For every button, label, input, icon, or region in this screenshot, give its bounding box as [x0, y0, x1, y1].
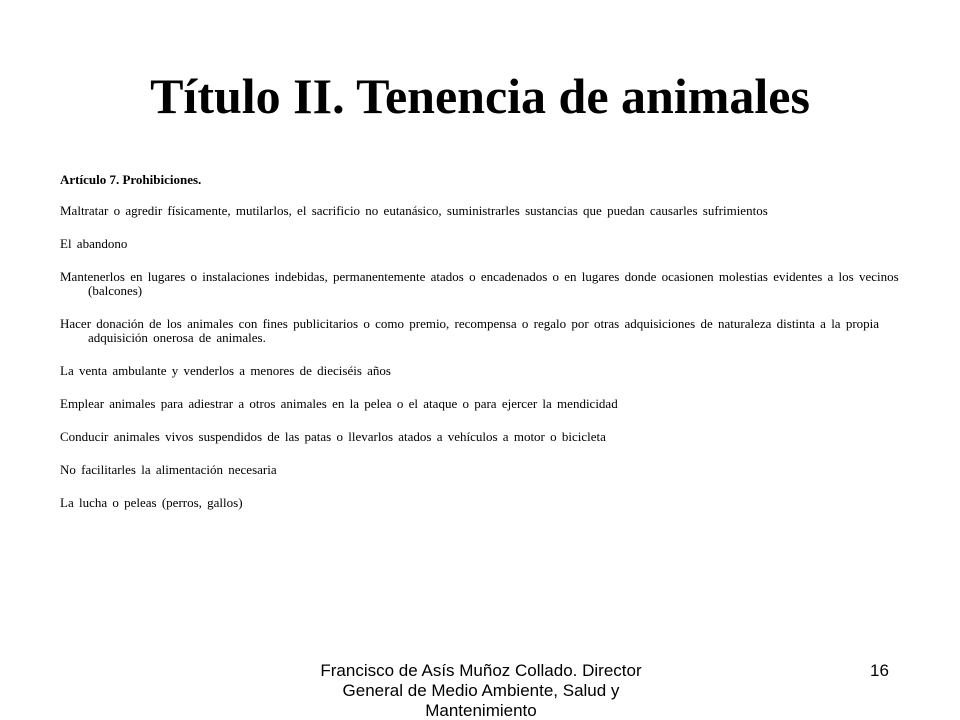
list-item: Emplear animales para adiestrar a otros animales en la pelea o el ataque o para ejercer la mendicidad — [60, 396, 618, 411]
slide-title: Título II. Tenencia de animales — [150, 68, 810, 124]
list-item: Maltratar o agredir físicamente, mutilarlos, el sacrificio no eutanásico, suministrarles sustancias que puedan causarles sufrimientos — [60, 203, 768, 218]
footer-author: Francisco de Asís Muñoz Collado. Director General de Medio Ambiente, Salud y Mantenimiento — [320, 661, 642, 720]
page-number: 16 — [870, 661, 889, 680]
list-item: Hacer donación de los animales con fines publicitarios o como premio, recompensa o regalo por otras adquisiciones de naturaleza distinta a la propia adquisición onerosa de animales. — [60, 316, 880, 345]
list-item: Conducir animales vivos suspendidos de las patas o llevarlos atados a vehículos a motor o bicicleta — [60, 429, 606, 444]
list-item: El abandono — [60, 236, 128, 251]
list-item: La venta ambulante y venderlos a menores de dieciséis años — [60, 363, 391, 378]
list-item: La lucha o peleas (perros, gallos) — [60, 495, 243, 510]
article-heading: Artículo 7. Prohibiciones. — [60, 172, 202, 187]
list-item: Mantenerlos en lugares o instalaciones indebidas, permanentemente atados o encadenados o en lugares donde ocasionen molestias evidentes a los vecinos (balcones) — [60, 269, 899, 298]
list-item: No facilitarles la alimentación necesaria — [60, 462, 277, 477]
slide-body — [60, 172, 920, 529]
